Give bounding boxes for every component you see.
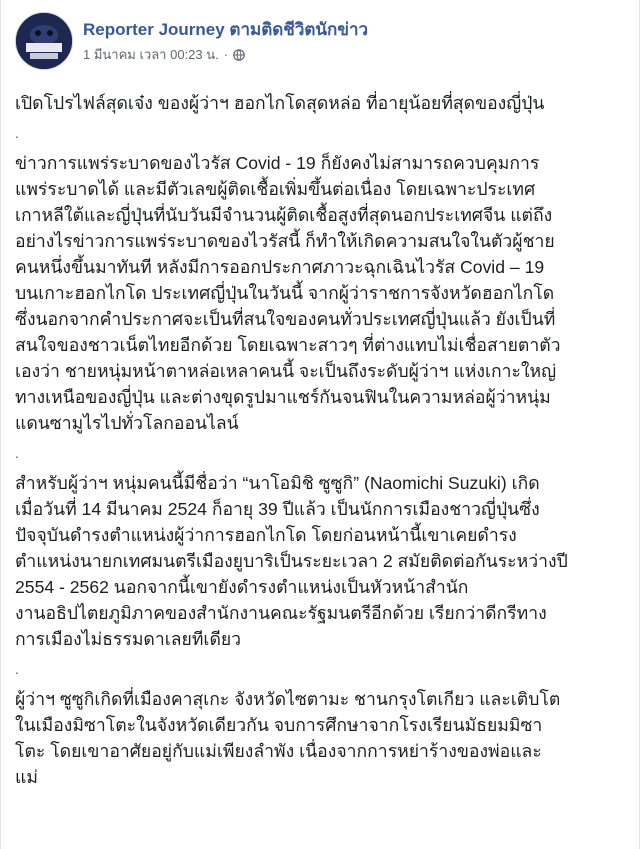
post-time-row — [83, 44, 368, 65]
post-meta — [83, 20, 368, 65]
meta-separator-dot: · — [223, 47, 229, 62]
post-paragraph-1: ข่าวการแพร่ระบาดของไวรัส Covid - 19 ก็ยังคงไม่สามารถควบคุมการ แพร่ระบาดได้ และมีตัวเลขผู้ติดเชื้อเพิ่มขึ้นต่อเนื่อง โดยเฉพาะประเทศ เกาหลีใต้และญี่ปุ่นที่นับวันมีจำนวนผู้ติดเชื้อสูงที่สุดนอกประเทศจีน แต่ถึง อย่างไรข่าวการแพร่ระบาดของไวรัสนี้ ก็ทำให้เกิดความสนใจในตัวผู้ชาย คนหนึ่งขึ้นมาทันที หลังมีการออกประกาศภาวะฉุกเฉินไวรัส Covid – 19 บนเกาะฮอกไกโด ประเทศญี่ปุ่นในวันนี้ จากผู้ว่าราชการจังหวัดฮอกไกโด ซึ่งนอกจากคำประกาศจะเป็นที่สนใจของคนทั่วประเทศญี่ปุ่นแล้ว ยังเป็นที่ สนใจของชาวเน็ตไทยอีกด้วย โดยเฉพาะสาวๆ ที่ต่างแทบไม่เชื่อสายตาตัว เองว่า ชายหนุ่มหน้าตาหล่อเหลาคนนี้ จะเป็นถึงระดับผู้ว่าฯ แห่งเกาะใหญ่ ทางเหนือของญี่ปุ่น และต่างขุดรูปมาแชร์กันจนฟินในความหล่อผู้ว่าหนุ่ม แดนซามูไรไปทั่วโลกออนไลน์ — [15, 153, 561, 433]
post-header — [15, 12, 368, 72]
post-timestamp[interactable]: 1 มีนาคม เวลา 00:23 น. — [83, 47, 219, 62]
post-paragraph-2: สำหรับผู้ว่าฯ หนุ่มคนนี้มีชื่อว่า “นาโอมิชิ ซูซูกิ” (Naomichi Suzuki) เกิด เมื่อวันที่ 14 มีนาคม 2524 ก็อายุ 39 ปีแล้ว เป็นนักการเมืองชาวญี่ปุ่นซึ่ง ปัจจุบันดำรงตำแหน่งผู้ว่าการฮอกไกโด โดยก่อนหน้านี้เขาเคยดำรง ตำแหน่งนายกเทศมนตรีเมืองยูบาริเป็นระยะเวลา 2 สมัยติดต่อกันระหว่างปี 2554 - 2562 นอกจากนี้เขายังดำรงตำแหน่งเป็นหัวหน้าสำนัก งานอธิปไตยภูมิภาคของสำนักงานคณะรัฐมนตรีอีกด้วย เรียกว่าดีกรีทาง การเมืองไม่ธรรมดาเลยทีเดียว — [15, 473, 568, 649]
post-paragraph-3: ผู้ว่าฯ ซูซูกิเกิดที่เมืองคาสุเกะ จังหวัดไซตามะ ชานกรุงโตเกียว และเติบโต ในเมืองมิซาโตะในจังหวัดเดียวกัน จบการศึกษาจากโรงเรียนมัธยมมิซา โตะ โดยเขาอาศัยอยู่กับแม่เพียงลำพัง เนื่องจากการหย่าร้างของพ่อและ แม่ — [15, 689, 561, 787]
paragraph-separator: . — [15, 661, 19, 677]
page-name-link[interactable]: Reporter Journey ตามติดชีวิตนักข่าว — [83, 20, 369, 39]
globe-icon[interactable] — [233, 49, 245, 61]
post-content — [15, 90, 627, 790]
reporter-journey-logo-icon — [16, 13, 72, 69]
avatar[interactable] — [15, 12, 73, 70]
paragraph-separator: . — [15, 445, 19, 461]
paragraph-separator: . — [15, 125, 19, 141]
post-headline: เปิดโปรไฟล์สุดเจ๋ง ของผู้ว่าฯ ฮอกไกโดสุดหล่อ ที่อายุน้อยที่สุดของญี่ปุ่น — [15, 93, 545, 113]
